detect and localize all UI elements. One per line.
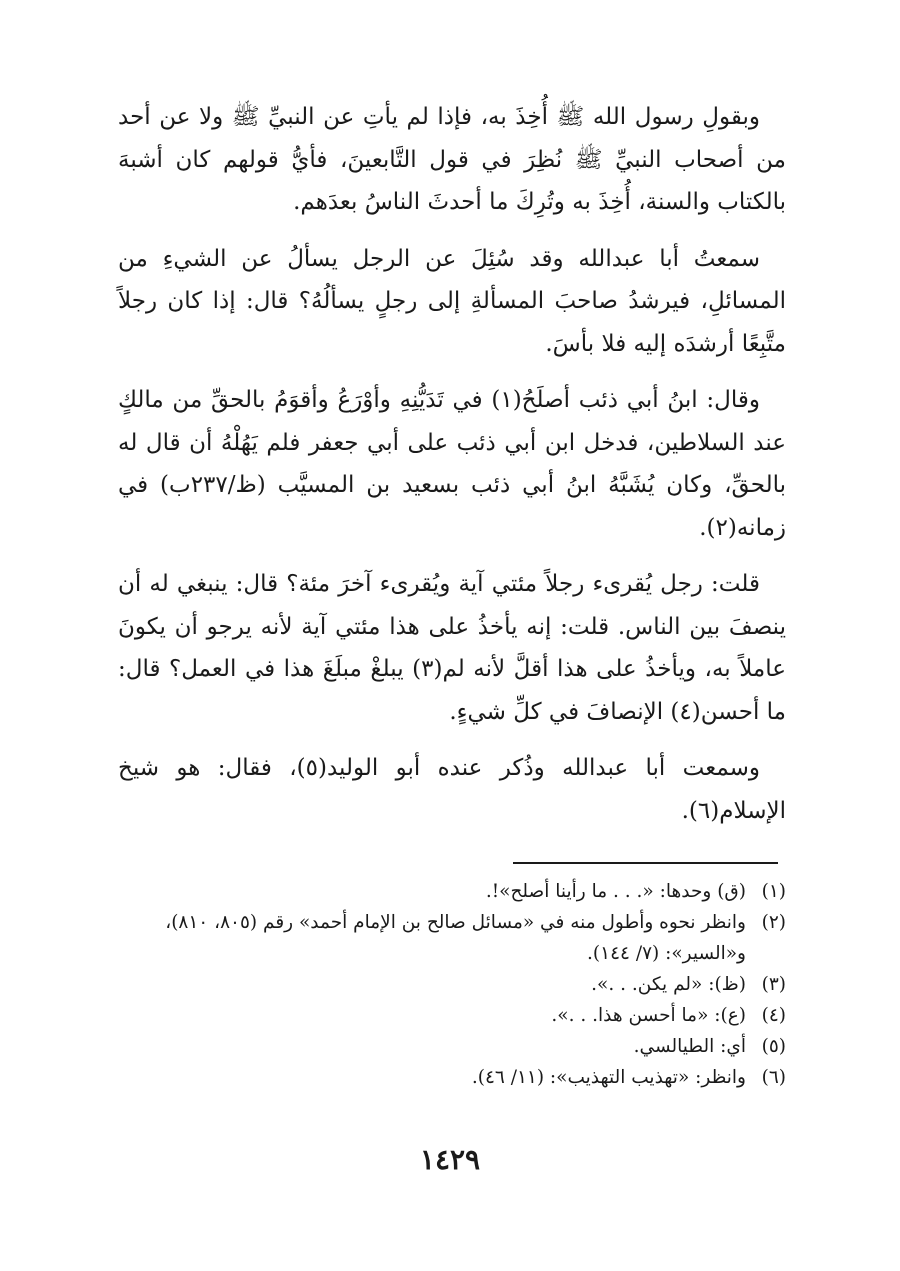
footnote <box>118 1062 786 1093</box>
main-text <box>118 96 786 844</box>
footnotes <box>118 876 786 1093</box>
footnote-number: (١) <box>761 881 786 902</box>
footnote-number: (٦) <box>761 1067 786 1088</box>
footnote-text: وانظر: «تهذيب التهذيب»: (١١/ ٤٦). <box>471 1067 746 1088</box>
paragraph-2: سمعتُ أبا عبدالله وقد سُئِلَ عن الرجل يسألُ عن الشيءِ من المسائلِ، فيرشدُ صاحبَ المسألةِ إلى رجلٍ يسألُهُ؟ قال: إذا كان رجلاً متَّبِعًا أرشدَه إليه فلا بأسَ. <box>118 245 786 357</box>
paragraph-3: وقال: ابنُ أبي ذئب أصلَحُ(١) في تَدَيُّنِهِ وأوْرَعُ وأقوَمُ بالحقِّ من مالكٍ عند السلاطين، فدخل ابن أبي ذئب على أبي جعفر فلم يَهُلْهُ أن قال له بالحقِّ، وكان يُشَبَّهُ ابنُ أبي ذئب بسعيد بن المسيَّب (ظ/٢٣٧ب) في زمانه(٢). <box>118 387 786 541</box>
page-number: ١٤٢٩ <box>419 1143 481 1176</box>
paragraph-4: قلت: رجل يُقرىء رجلاً مئتي آية ويُقرىء آخرَ مئة؟ قال: ينبغي له أن ينصفَ بين الناس. قلت: إنه يأخذُ على هذا مئتي آية لأنه يرجو أن يكونَ عاملاً به، ويأخذُ على هذا أقلَّ لأنه لم(٣) يبلغْ مبلَغَ هذا في العمل؟ قال: ما أحسن(٤) الإنصافَ في كلِّ شيءٍ. <box>118 571 786 725</box>
footnote-number: (٣) <box>761 974 786 995</box>
footnote <box>118 1031 786 1062</box>
paragraph-1: وبقولِ رسول الله ﷺ أُخِذَ به، فإذا لم يأتِ عن النبيِّ ﷺ ولا عن أحد من أصحاب النبيِّ ﷺ نُظِرَ في قول التَّابعينَ، فأيُّ قولهم كان أشبهَ بالكتاب والسنة، أُخِذَ به وتُرِكَ ما أحدثَ الناسُ بعدَهم. <box>118 104 786 215</box>
footnote-text: (ع): «ما أحسن هذا. . .». <box>551 1005 746 1026</box>
footnote-text: وانظر نحوه وأطول منه في «مسائل صالح بن الإمام أحمد» رقم (٨٠٥، ٨١٠)، و«السير»: (٧/ ١٤٤). <box>165 912 746 964</box>
footnote-text: (ظ): «لم يكن. . .». <box>591 974 746 995</box>
footnote-number: (٥) <box>761 1036 786 1057</box>
footnote <box>118 969 786 1000</box>
footnote-text: (ق) وحدها: «. . . ما رأينا أصلح»!. <box>485 881 746 902</box>
footnote-number: (٢) <box>761 912 786 933</box>
footnote-number: (٤) <box>761 1005 786 1026</box>
footnote-separator <box>513 862 778 864</box>
paragraph-5: وسمعت أبا عبدالله وذُكر عنده أبو الوليد(٥)، فقال: هو شيخ الإسلام(٦). <box>118 755 786 824</box>
footnote <box>118 907 786 969</box>
footnote <box>118 1000 786 1031</box>
footnote <box>118 876 786 907</box>
footnote-text: أي: الطيالسي. <box>633 1036 746 1057</box>
